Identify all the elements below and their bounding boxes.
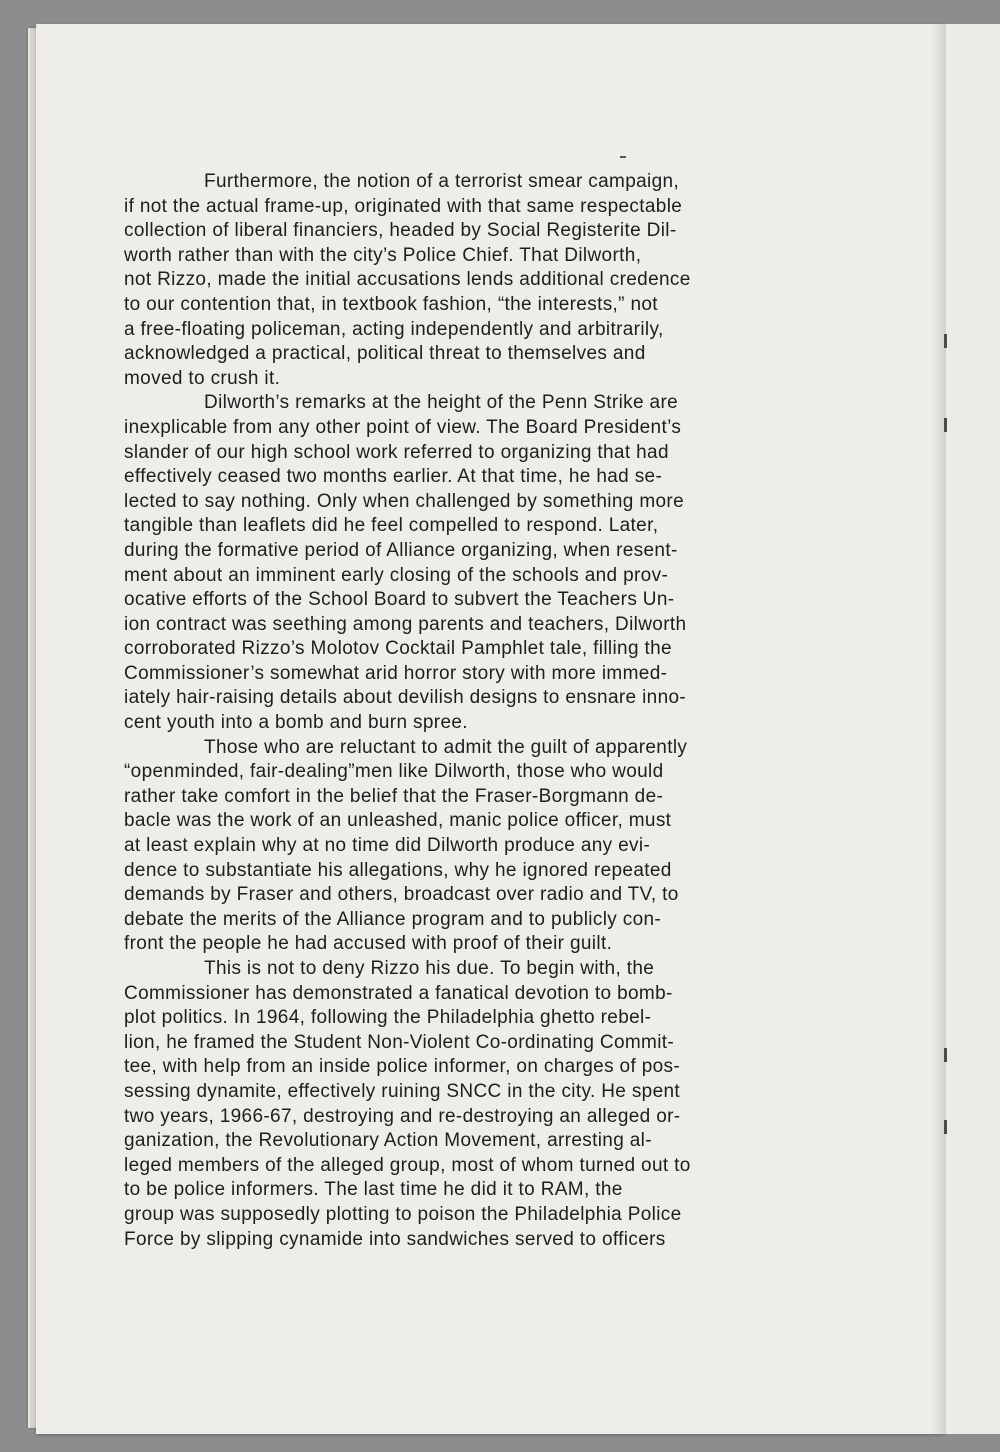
next-page-edge	[944, 24, 1000, 1434]
printer-mark	[620, 156, 626, 158]
paragraph-3: Those who are reluctant to admit the guilt of apparently “openminded, fair-dealing”men like Dilworth, those who would rather take comfort in the belief that the Fraser-Borgmann de- bacle was the work of an unleashed, manic police officer, must at least explain why at no time did Dilworth produce any evi- dence to substantiate his allegations, why he ignored repeated demands by Fraser and others, broadcast over radio and TV, to debate the merits of the Alliance program and to publicly con- front the people he had accused with proof of their guilt.	[124, 736, 688, 955]
binding-mark	[944, 418, 947, 432]
binding-mark	[944, 1120, 947, 1134]
binding-mark	[944, 1048, 947, 1062]
body-text	[124, 170, 824, 1252]
paragraph-1: Furthermore, the notion of a terrorist smear campaign, if not the actual frame-up, originated with that same respectable collection of liberal financiers, headed by Social Registerite Dil- worth rather than with the city’s Police Chief. That Dilworth, not Rizzo, made the initial accusations lends additional credence to our contention that, in textbook fashion, “the interests,” not a free-floating policeman, acting independently and arbitrarily, acknowledged a practical, political threat to themselves and moved to crush it.	[124, 171, 691, 389]
paragraph-4: This is not to deny Rizzo his due. To begin with, the Commissioner has demonstrated a fanatical devotion to bomb- plot politics. In 1964, following the Philadelphia ghetto rebel- lion, he framed the Student Non-Violent Co-ordinating Commit- tee, with help from an inside police informer, on charges of pos- sessing dynamite, effectively ruining SNCC in the city. He spent two years, 1966-67, destroying and re-destroying an alleged or- ganization, the Revolutionary Action Movement, arresting al- leged members of the alleged group, most of whom turned out to to be police informers. The last time he did it to RAM, the group was supposedly plotting to poison the Philadelphia Police Force by slipping cynamide into sandwiches served to officers	[124, 958, 691, 1250]
paragraph-2: Dilworth’s remarks at the height of the Penn Strike are inexplicable from any other point of view. The Board President’s slander of our high school work referred to organizing that had effectively ceased two months earlier. At that time, he had se- lected to say nothing. Only when challenged by something more tangible than leaflets did he feel compelled to respond. Later, during the formative period of Alliance organizing, when resent- ment about an imminent early closing of the schools and prov- ocative efforts of the School Board to subvert the Teachers Un- ion contract was seething among parents and teachers, Dilworth corroborated Rizzo’s Molotov Cocktail Pamphlet tale, filling the Commissioner’s somewhat arid horror story with more immed- iately hair-raising details about devilish designs to ensnare inno- cent youth into a bomb and burn spree.	[124, 392, 687, 734]
binding-mark	[944, 334, 947, 348]
